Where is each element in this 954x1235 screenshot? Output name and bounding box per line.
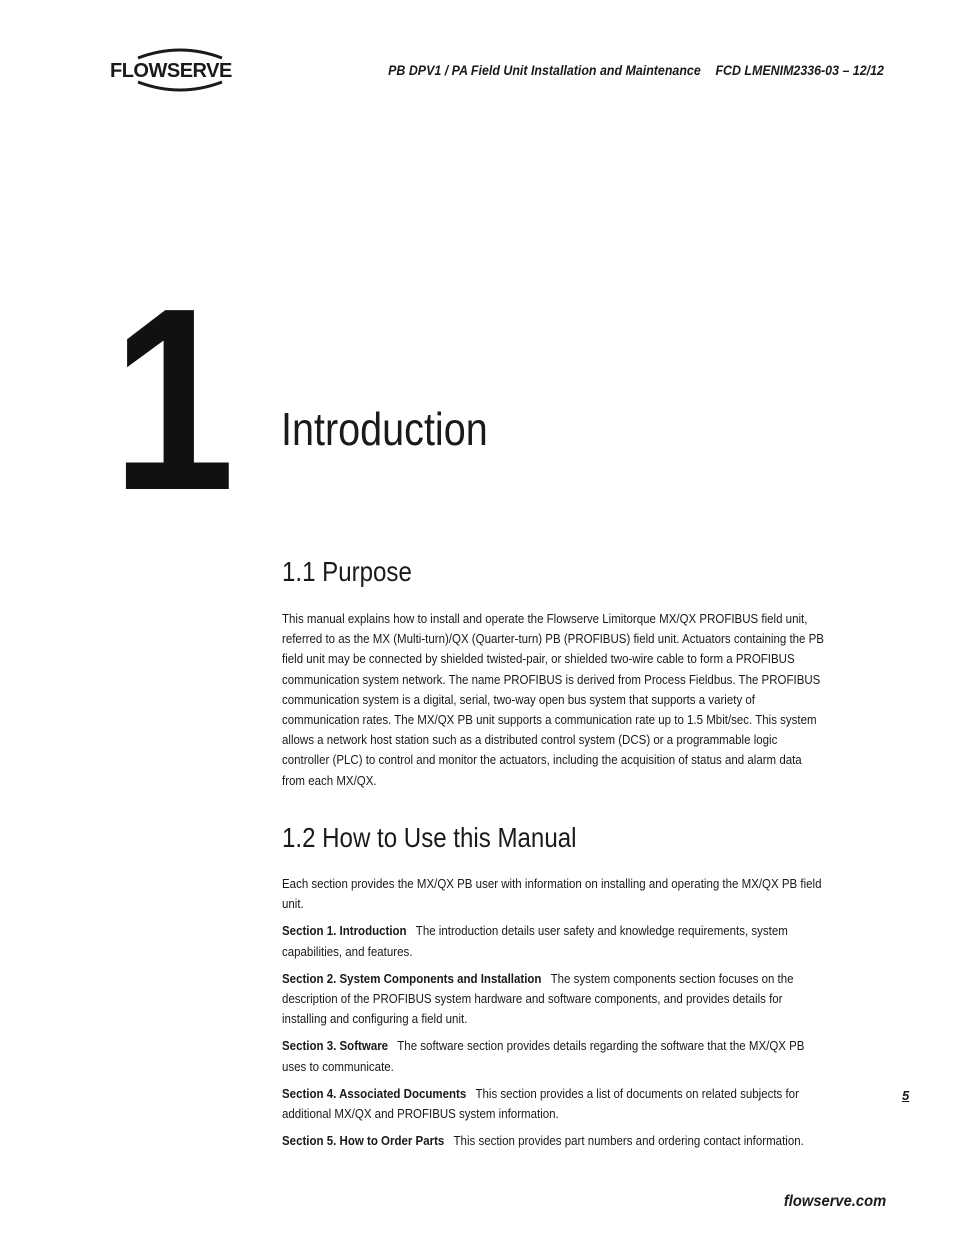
- doc-title: PB DPV1 / PA Field Unit Installation and Maintenance: [388, 63, 701, 78]
- page-number: 5: [902, 1088, 910, 1103]
- section-item-label: Section 5. How to Order Parts: [282, 1134, 445, 1149]
- purpose-section: [282, 556, 827, 791]
- section-item: [282, 1036, 828, 1076]
- flowserve-logo: [110, 44, 250, 94]
- chapter-number: 1: [112, 255, 227, 545]
- section-item: [282, 921, 828, 961]
- section-item-label: Section 2. System Components and Installation: [282, 971, 542, 986]
- section-item-text: The introduction details user safety and knowledge requirements, system capabilities, and features.: [282, 924, 788, 959]
- section-item-text: This section provides a list of documents on related subjects for additional MX/QX and PROFIBUS system information.: [282, 1086, 799, 1122]
- how-to-use-section: [282, 822, 827, 1158]
- document-header: [388, 63, 884, 78]
- section-item: [282, 969, 828, 1030]
- section-item: [282, 1084, 828, 1124]
- logo-wordmark: FLOWSERVE: [110, 60, 232, 82]
- section-item-label: Section 1. Introduction: [282, 924, 407, 939]
- chapter-title: Introduction: [281, 403, 488, 455]
- footer-url[interactable]: flowserve.com: [783, 1193, 886, 1210]
- section-item-label: Section 3. Software: [282, 1039, 389, 1054]
- section-item: [282, 1131, 828, 1151]
- doc-code: FCD LMENIM2336-03 – 12/12: [715, 63, 884, 78]
- section-item-text: The system components section focuses on the description of the PROFIBUS system hardware and software components, and provides details for installing and configuring a field unit.: [282, 971, 794, 1027]
- how-to-use-heading: 1.2 How to Use this Manual: [282, 822, 577, 853]
- section-item-text: The software section provides details regarding the software that the MX/QX PB uses to communicate.: [282, 1039, 805, 1074]
- section-item-label: Section 4. Associated Documents: [282, 1086, 467, 1101]
- how-to-use-intro: Each section provides the MX/QX PB user with information on installing and operating the MX/QX PB field unit.: [282, 877, 822, 912]
- purpose-heading: 1.1 Purpose: [282, 556, 412, 587]
- how-to-use-body: [282, 874, 828, 1151]
- section-item-text: This section provides part numbers and ordering contact information.: [453, 1134, 804, 1149]
- purpose-body: This manual explains how to install and operate the Flowserve Limitorque MX/QX PROFIBUS field unit, referred to as the MX (Multi-turn)/QX (Quarter-turn) PB (PROFIBUS) field unit. Actuators containing the PB field unit may be connected by shielded twisted-pair, or shielded two-wire cable to form a PROFIBUS communication system network. The name PROFIBUS is derived from Process Fieldbus. The PROFIBUS communication system is a digital, serial, two-way open bus system that supports a variety of communication rates. The MX/QX PB unit supports a communication rate up to 1.5 Mbit/sec. This system allows a network host station such as a distributed control system (DCS) or a programmable logic controller (PLC) to control and monitor the actuators, including the acquisition of status and alarm data from each MX/QX.: [282, 612, 824, 788]
